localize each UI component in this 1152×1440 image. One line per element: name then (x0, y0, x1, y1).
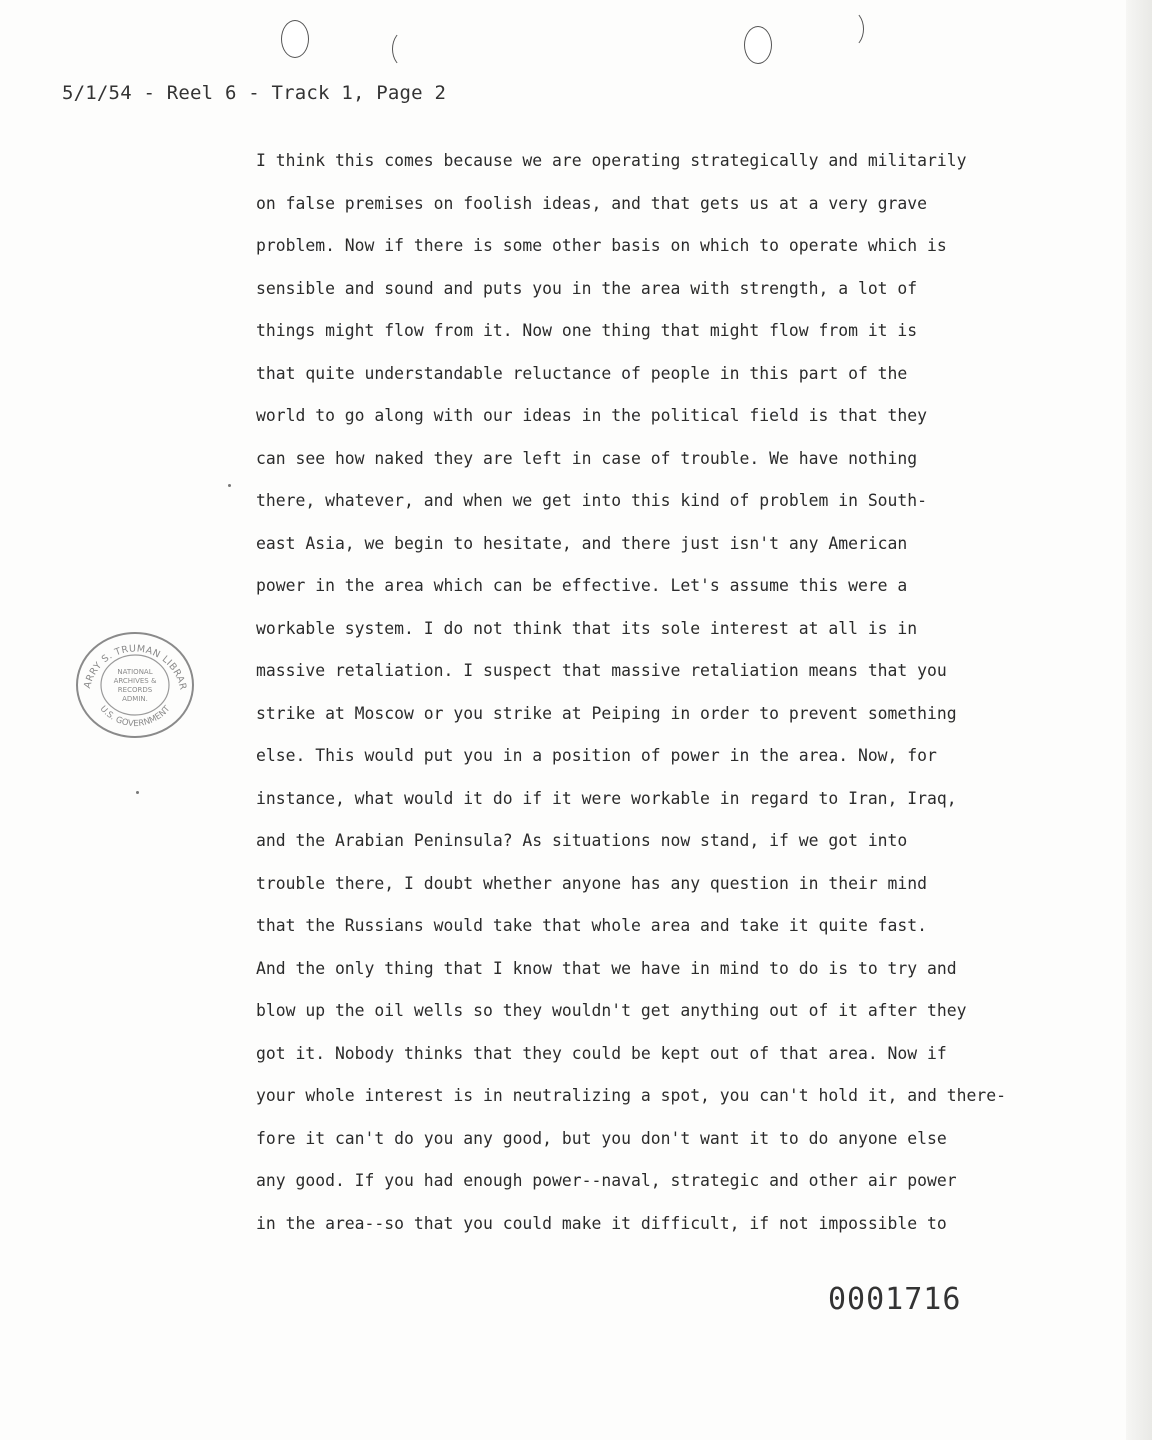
text-line: on false premises on foolish ideas, and that gets us at a very grave (256, 193, 928, 213)
text-line: any good. If you had enough power--naval, strategic and other air power (256, 1171, 957, 1190)
text-line: power in the area which can be effective. Let's assume this were a (256, 576, 908, 595)
stamp-inner-line: RECORDS (117, 686, 153, 694)
stamp-inner-line: ADMIN. (122, 695, 148, 703)
text-line: trouble there, I doubt whether anyone has any question in their mind (256, 873, 928, 893)
text-line: things might flow from it. Now one thing that might flow from it is (256, 321, 918, 340)
transcript-body (256, 148, 1056, 1253)
text-line: fore it can't do you any good, but you don't want it to do anyone else (256, 1128, 947, 1148)
ink-speck (136, 791, 139, 794)
stamp-outer-text: ARRY S. TRUMAN LIBRAR (81, 643, 189, 691)
text-line: else. This would put you in a position of power in the area. Now, for (256, 746, 937, 765)
page-edge-shadow (1126, 0, 1152, 1440)
document-number: 0001716 (828, 1282, 962, 1317)
text-line: there, whatever, and when we get into this kind of problem in South- (256, 491, 928, 510)
text-line: got it. Nobody thinks that they could be kept out of that area. Now if (256, 1043, 947, 1063)
text-line: can see how naked they are left in case of trouble. We have nothing (256, 448, 918, 468)
text-line: workable system. I do not think that its sole interest at all is in (256, 618, 918, 638)
stamp-inner-line: NATIONAL (117, 668, 153, 676)
archive-stamp (70, 628, 200, 740)
archive-stamp-seal (70, 628, 200, 740)
text-line: problem. Now if there is some other basis on which to operate which is (256, 236, 947, 255)
stamp-bottom-text: U.S. GOVERNMENT (97, 704, 173, 730)
text-line: that the Russians would take that whole area and take it quite fast. (256, 916, 928, 935)
text-line: east Asia, we begin to hesitate, and there just isn't any American (256, 533, 908, 553)
punch-hole (744, 26, 772, 64)
punch-hole-partial (836, 10, 864, 48)
stamp-inner-line: ARCHIVES & (113, 677, 157, 685)
punch-hole (281, 20, 309, 58)
text-line: massive retaliation. I suspect that massive retaliation means that you (256, 661, 947, 680)
text-line: instance, what would it do if it were workable in regard to Iran, Iraq, (256, 788, 957, 808)
text-line: in the area--so that you could make it difficult, if not impossible to (256, 1213, 947, 1233)
document-header: 5/1/54 - Reel 6 - Track 1, Page 2 (62, 82, 447, 104)
ink-speck (228, 484, 231, 487)
text-line: and the Arabian Peninsula? As situations now stand, if we got into (256, 831, 908, 850)
text-line: And the only thing that I know that we have in mind to do is to try and (256, 958, 957, 978)
punch-hole-partial (392, 30, 420, 68)
svg-text:U.S. GOVERNMENT (98, 704, 173, 730)
text-line: sensible and sound and puts you in the area with strength, a lot of (256, 278, 918, 298)
text-line: world to go along with our ideas in the political field is that they (256, 406, 928, 425)
text-line: strike at Moscow or you strike at Peiping in order to prevent something (256, 703, 957, 723)
text-line: that quite understandable reluctance of people in this part of the (256, 363, 908, 383)
text-line: your whole interest is in neutralizing a spot, you can't hold it, and there- (256, 1086, 1006, 1105)
text-line: I think this comes because we are operating strategically and militarily (256, 151, 967, 170)
text-line: blow up the oil wells so they wouldn't get anything out of it after they (256, 1001, 967, 1020)
